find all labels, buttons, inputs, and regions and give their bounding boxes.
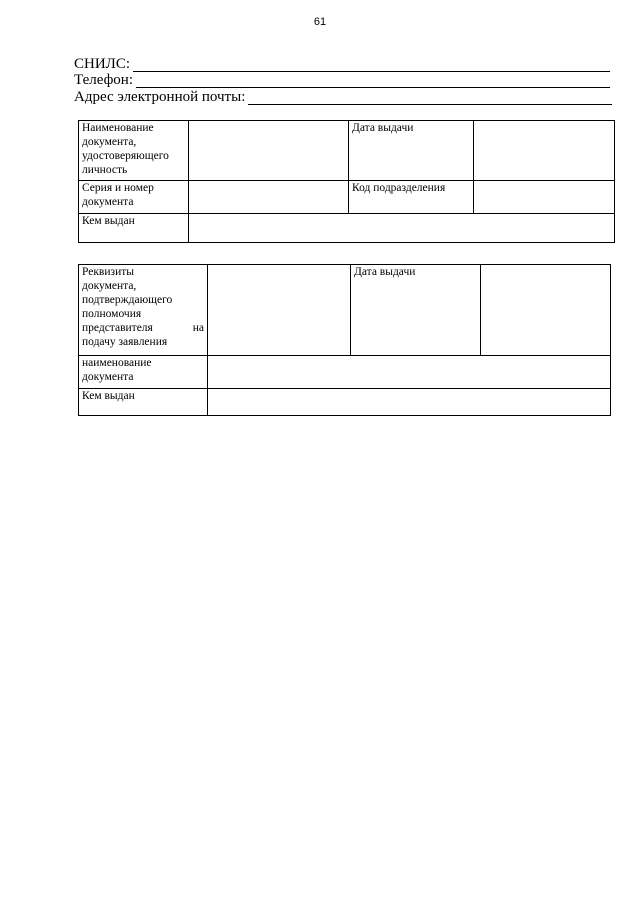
label-line: наименование (82, 357, 152, 369)
label-line: Реквизиты (82, 266, 134, 278)
doc-name-value-cell[interactable] (189, 121, 349, 181)
issue-date-value-cell[interactable] (481, 265, 611, 356)
division-code-value-cell[interactable] (474, 181, 615, 214)
email-field (74, 89, 612, 105)
snils-label: СНИЛС: (74, 56, 131, 72)
series-number-label (79, 181, 189, 214)
email-label: Адрес электронной почты: (74, 89, 246, 105)
representative-document-table (78, 264, 611, 416)
label-line: представителя на (82, 322, 204, 334)
label-line: личность (82, 164, 128, 176)
label-line: документа (82, 196, 134, 208)
label-line: удостоверяющего (82, 150, 169, 162)
phone-label: Телефон: (74, 72, 133, 88)
doc-name-value-cell[interactable] (208, 356, 611, 389)
issued-by-value-cell[interactable] (208, 389, 611, 416)
requisites-label (79, 265, 208, 356)
issued-by-label: Кем выдан (79, 214, 189, 243)
division-code-label: Код подразделения (349, 181, 474, 214)
label-line: Серия и номер (82, 182, 154, 194)
label-line: документа, (82, 280, 137, 292)
requisites-value-cell[interactable] (208, 265, 351, 356)
label-line: полномочия (82, 308, 142, 320)
email-input-line[interactable] (248, 92, 612, 105)
doc-name-label (79, 356, 208, 389)
phone-input-line[interactable] (136, 75, 610, 88)
snils-field (74, 56, 610, 72)
issued-by-label: Кем выдан (79, 389, 208, 416)
issued-by-value-cell[interactable] (189, 214, 615, 243)
snils-input-line[interactable] (133, 59, 610, 72)
label-line: подачу заявления (82, 336, 168, 348)
issue-date-label: Дата выдачи (349, 121, 474, 181)
series-number-value-cell[interactable] (189, 181, 349, 214)
label-line: документа (82, 371, 134, 383)
phone-field (74, 72, 610, 88)
label-line: подтверждающего (82, 294, 173, 306)
label-line: Наименование (82, 122, 154, 134)
doc-name-label (79, 121, 189, 181)
issue-date-value-cell[interactable] (474, 121, 615, 181)
label-line: документа, (82, 136, 137, 148)
issue-date-label: Дата выдачи (351, 265, 481, 356)
page-number: 61 (313, 16, 327, 28)
identity-document-table (78, 120, 615, 243)
